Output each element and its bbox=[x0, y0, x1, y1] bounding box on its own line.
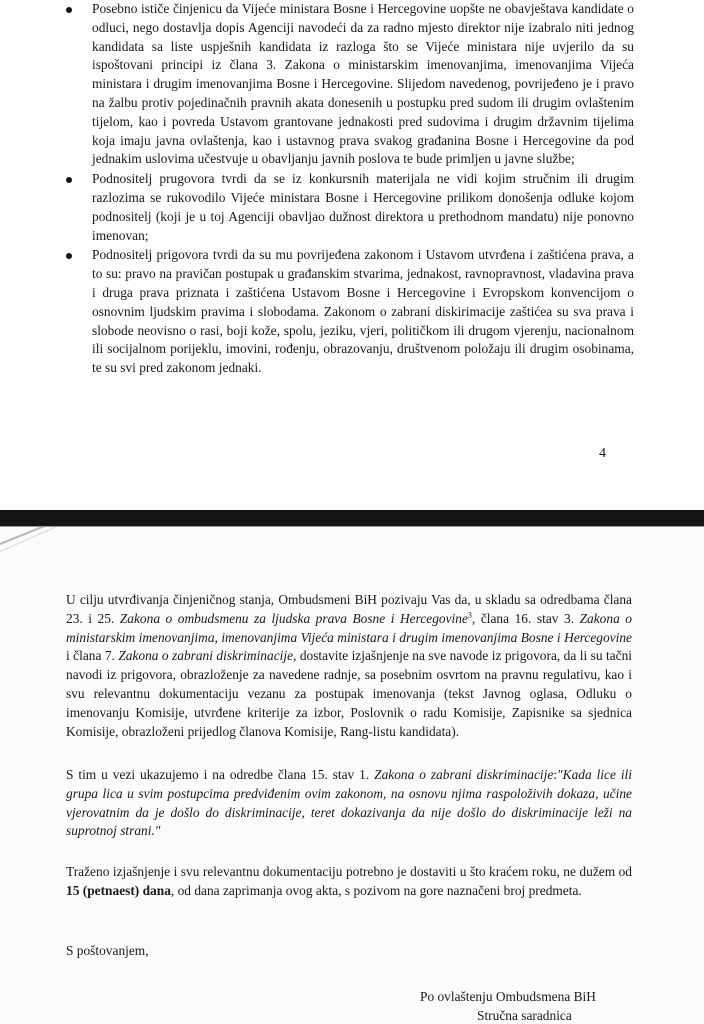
text-run: , dostavite izjašnjenje na sve navode iz prigovora, da li su tačni navodi iz prigovora, obrazloženje za navedene radnje, sa posebnim osvrtom na pravnu regulativu, kao i svu relevantnu dokumentaciju vezanu za postupak imenovanja (tekst Javnog oglasa, Odluku o imenovanju Komisije, utvrđene kriterije za izbor, Poslovnik o radu Komisije, Zapisnike sa sjednica Komisije, obrazloženi prijedlog članova Komisije, Rang-listu kandidata). bbox=[66, 648, 632, 739]
paragraph-burden-of-proof bbox=[66, 766, 632, 841]
law-citation: Zakona o ministarskim imenovanjima, imenovanjima Vijeća ministara i drugim imenovanjima Bosne i Hercegovine bbox=[66, 610, 633, 645]
footnote-marker: 3 bbox=[467, 610, 472, 620]
closing-salutation: S poštovanjem, bbox=[66, 943, 149, 958]
deadline-highlight: 15 (petnaest) dana bbox=[66, 882, 171, 898]
law-citation: Zakona o ombudsmenu za ljudska prava Bosne i Hercegovine bbox=[119, 610, 468, 626]
text-run: i člana 7. bbox=[66, 648, 119, 664]
bullet-item bbox=[62, 170, 634, 245]
page-separator bbox=[0, 510, 704, 526]
paper-fold-shadow bbox=[0, 527, 81, 561]
law-citation: Zakona o zabrani diskriminacije bbox=[374, 767, 554, 782]
bullet-icon bbox=[66, 177, 72, 183]
signature-title: Stručna saradnica bbox=[477, 1008, 572, 1023]
bullet-text: Podnositelj prugovora tvrdi da se iz konkursnih materijala ne vidi kojim stručnim ili drugim razlozima se rukovodilo Vijeće ministara Bosne i Hercegovine prilikom donošenja odluke kojom podnositelj (koji je u toj Agenciji obavljao dužnost direktora u prethodnom mandatu) nije ponovno imenovan; bbox=[92, 171, 634, 243]
text-run: : bbox=[553, 767, 558, 782]
text-run: U cilju utvrđivanja činjeničnog stanja, Ombudsmeni BiH pozivaju Vas da, u skladu sa odredbama člana 23. i 25. bbox=[66, 592, 632, 626]
document-page-lower bbox=[0, 527, 704, 1024]
text-run: S tim u vezi ukazujemo i na odredbe člana 15. stav 1. bbox=[66, 767, 375, 782]
text-run: Traženo izjašnjenje i svu relevantnu dokumentaciju potrebno je dostaviti u što kraćem roku, ne dužem od bbox=[66, 864, 632, 879]
bullet-item bbox=[62, 0, 634, 169]
bullet-item bbox=[62, 246, 634, 378]
document-page-upper bbox=[0, 0, 704, 510]
paragraph-request bbox=[66, 591, 632, 741]
signature-authority: Po ovlaštenju Ombudsmena BiH bbox=[420, 989, 596, 1004]
text-run: , od dana zaprimanja ovog akta, s pozivom na gore naznačeni broj predmeta. bbox=[170, 882, 582, 898]
page-number: 4 bbox=[599, 446, 606, 461]
law-quote: "Kada lice ili grupa lica u svim postupcima predviđenim ovim zakonom, na osnovu njima raspoloživih dokaza, učine vjerovatnim da je došlo do diskriminacije, teret dokazivanja da nije došlo do diskriminacije leži na suprotnoj strani." bbox=[66, 767, 632, 839]
bullet-list bbox=[62, 0, 634, 379]
bullet-text: Posebno ističe činjenicu da Vijeće ministara Bosne i Hercegovine uopšte ne obavještava kandidate o odluci, nego dostavlja dopis Agenciji navodeći da za radno mjesto direktor nije izabralo niti jednog kandidata sa liste uspješnih kandidata iz razloga što se Vijeće ministara nije uvjerilo da su ispoštovani principi iz člana 3. Zakona o ministarskim imenovanjima, imenovanjima Vijeća ministara i drugim imenovanjima Bosne i Hercegovine. Slijedom navedenog, povrijeđeno je i pravo na žalbu protiv pojedinačnih pravnih akata donesenih u postupku pred sudom ili drugim ovlaštenim tijelom, kao i povreda Ustavom grantovane jednakosti pred sudovima i drugim državnim tijelima koja imaju javna ovlaštenja, kao i ustavnog prava svakog građanina Bosne i Hercegovine da pod jednakim uslovima učestvuje u obavljanju javnih poslova te bude primljen u javne službe; bbox=[92, 1, 634, 167]
law-citation: Zakona o zabrani diskriminacije bbox=[118, 648, 294, 664]
bullet-icon bbox=[66, 253, 72, 259]
bullet-icon bbox=[66, 7, 72, 13]
text-run: , člana 16. stav 3. bbox=[471, 610, 580, 626]
bullet-text: Podnositelj prigovora tvrdi da su mu povrijeđena zakonom i Ustavom utvrđena i zaštićena prava, a to su: pravo na pravičan postupak u građanskim stvarima, jednakost, ravnopravnost, vladavina prava i druga prava priznata i zaštićena Ustavom Bosne i Hercegovine i Evropskom konvencijom o osnovnim ljudskim pravima i slobodama. Zakonom o zabrani diskirimacije zaštićea su sva prava i slobode neovisno o rasi, boji kože, spolu, jeziku, vjeri, političkom ili drugom vjerenju, nacionalnom ili socijalnom porijeklu, imovini, rođenju, obrazovanju, društvenom položaju ili drugim osobinama, te su svi pred zakonom jednaki. bbox=[92, 247, 634, 376]
paragraph-deadline bbox=[66, 863, 632, 901]
